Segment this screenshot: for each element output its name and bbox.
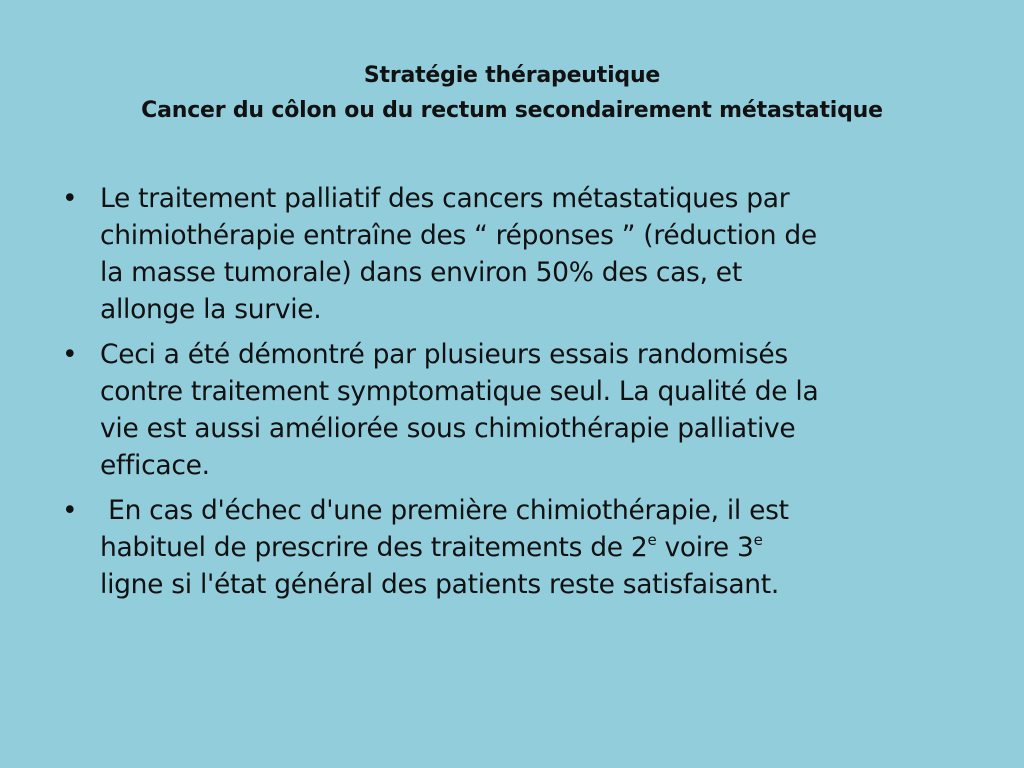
- bullet-1-line-2: chimiothérapie entraîne des “ réponses ” (réduction de: [100, 220, 817, 251]
- bullet-2-line-4: efficace.: [100, 450, 210, 481]
- bullet-2-line-3: vie est aussi améliorée sous chimiothérapie palliative: [100, 413, 796, 444]
- ordinal-superscript: e: [647, 531, 657, 549]
- title-line-1: Stratégie thérapeutique: [363, 63, 661, 88]
- bullet-item-3: [62, 492, 962, 603]
- ordinal-superscript: e: [753, 531, 763, 549]
- bullet-item-2: [62, 336, 962, 484]
- bullet-3-line-2: [100, 529, 962, 566]
- bullet-3-line-3: ligne si l'état général des patients reste satisfaisant.: [100, 569, 780, 600]
- bullet-2-line-1: Ceci a été démontré par plusieurs essais randomisés: [100, 339, 788, 370]
- bullet-1-line-3: la masse tumorale) dans environ 50% des cas, et: [100, 257, 742, 288]
- bullet-2-line-2: contre traitement symptomatique seul. La qualité de la: [100, 376, 819, 407]
- title-line-2: Cancer du côlon ou du rectum secondairement métastatique: [141, 98, 883, 123]
- bullet-1-line-1: Le traitement palliatif des cancers métastatiques par: [100, 183, 790, 214]
- slide-title: [0, 58, 1024, 128]
- bullet-1-line-4: allonge la survie.: [100, 294, 322, 325]
- bullet-icon: •: [62, 339, 78, 370]
- bullet-3-line-2-text-b: voire 3: [656, 532, 754, 563]
- bullet-item-1: [62, 180, 962, 328]
- bullet-icon: •: [62, 495, 78, 526]
- bullet-3-line-1: En cas d'échec d'une première chimiothérapie, il est: [100, 495, 789, 526]
- bullet-icon: •: [62, 183, 78, 214]
- bullet-list: [62, 180, 962, 611]
- bullet-3-line-2-text-a: habituel de prescrire des traitements de 2: [100, 532, 648, 563]
